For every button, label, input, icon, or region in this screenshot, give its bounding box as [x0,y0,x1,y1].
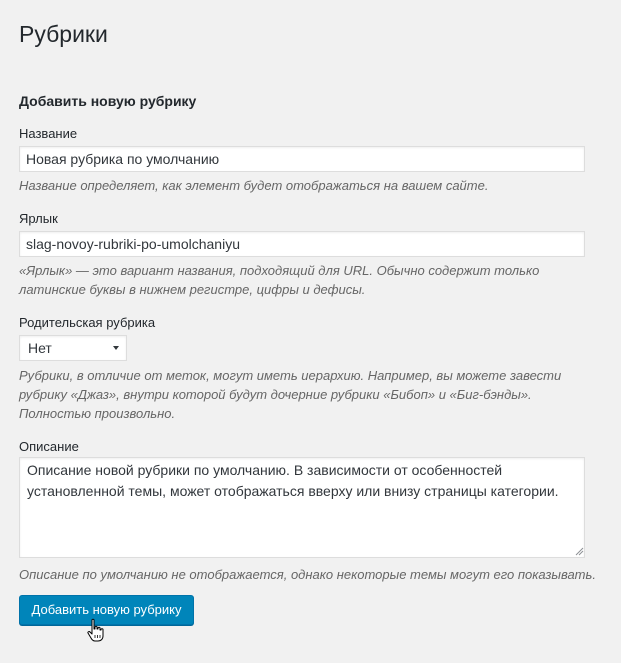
parent-description: Рубрики, в отличие от меток, могут иметь иерархию. Например, вы можете завести рубрику «Джаз», внутри которой будут дочерние рубрики «Бибоп» и «Биг-бэнды». Полностью произвольно. [19,368,562,421]
cursor-hand-icon [86,618,106,644]
parent-select[interactable] [19,335,127,361]
description-help: Описание по умолчанию не отображается, однако некоторые темы могут его показывать. [19,567,596,582]
parent-select-value: Нет [28,340,52,356]
name-description: Название определяет, как элемент будет отображаться на вашем сайте. [19,178,489,193]
add-category-button[interactable]: Добавить новую рубрику [19,595,194,625]
chevron-down-icon [112,343,120,353]
slug-input[interactable] [19,231,585,257]
slug-description: «Ярлык» — это вариант названия, подходящий для URL. Обычно содержит только латинские буквы в нижнем регистре, цифры и дефисы. [19,263,540,297]
name-input[interactable] [19,146,585,172]
resize-handle-icon[interactable] [574,546,584,556]
description-label: Описание [19,439,79,454]
slug-label: Ярлык [19,211,58,226]
description-textarea[interactable] [19,457,585,558]
parent-label: Родительская рубрика [19,315,156,330]
name-label: Название [19,126,78,141]
add-category-heading: Добавить новую рубрику [19,93,197,109]
page-title: Рубрики [19,21,108,47]
